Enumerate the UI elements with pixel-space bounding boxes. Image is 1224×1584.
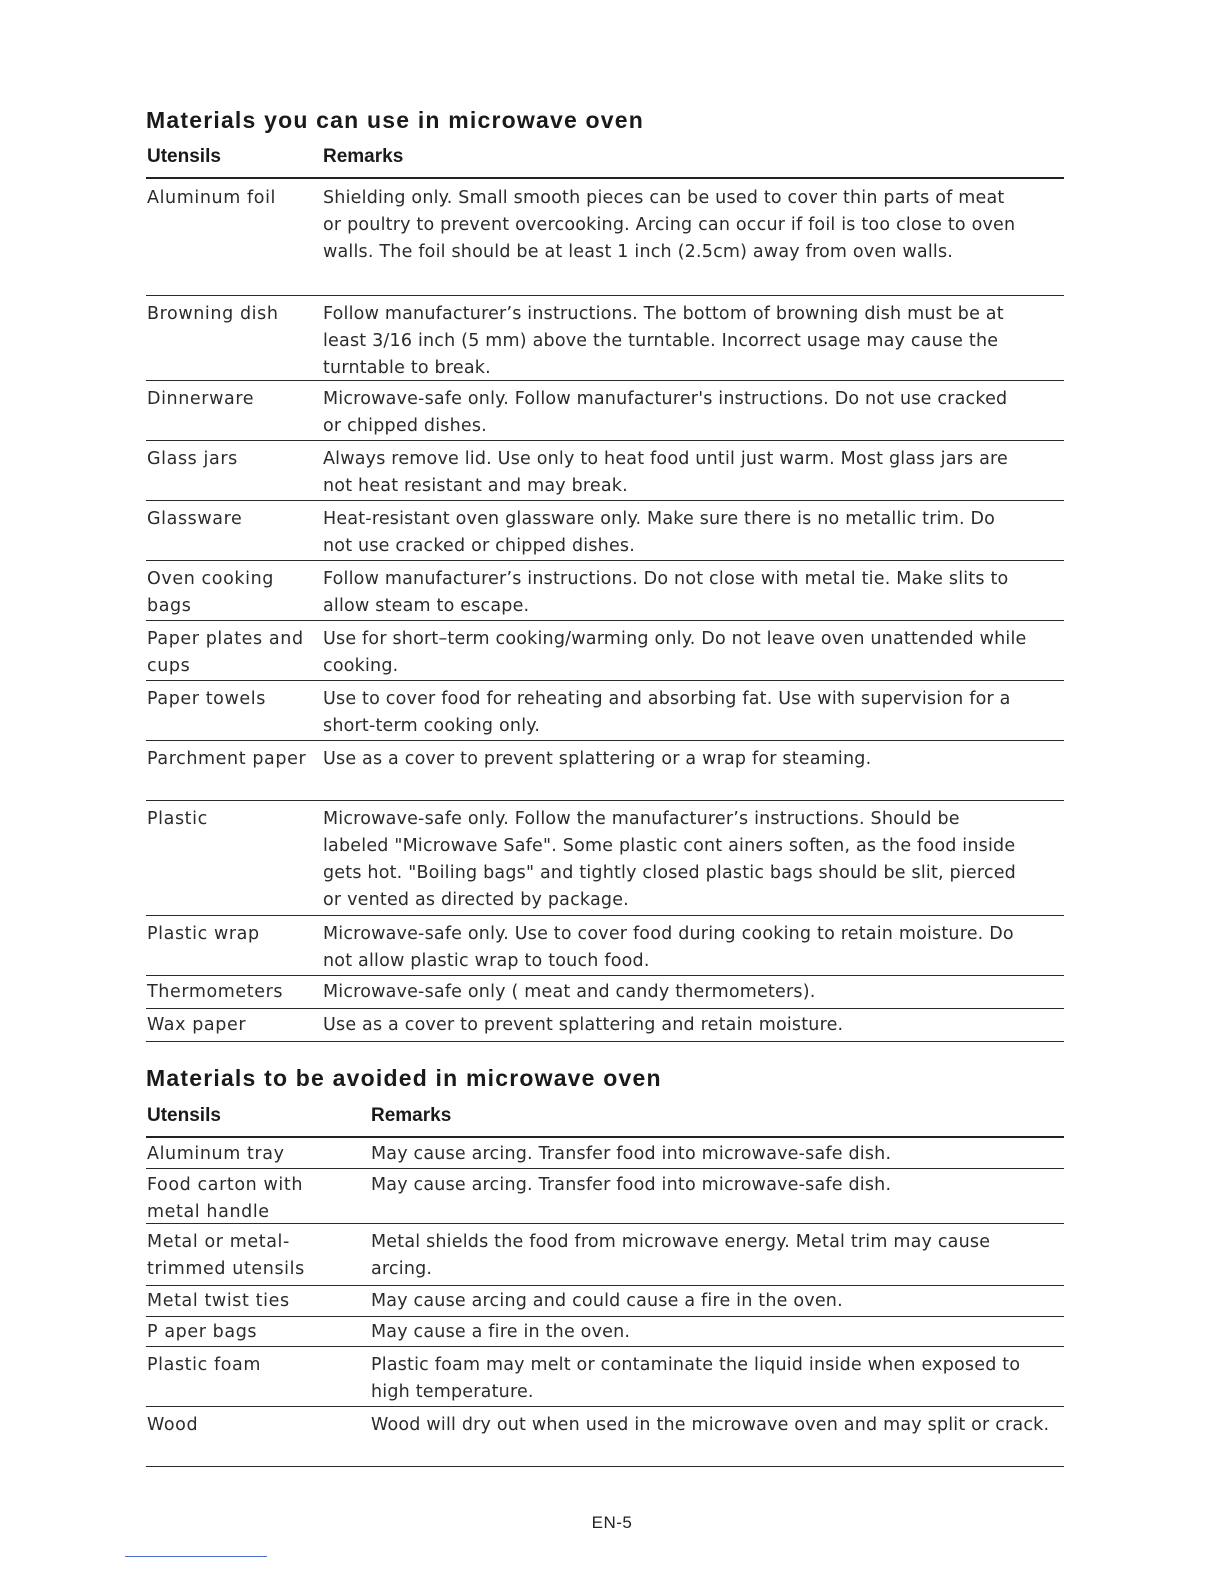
table-row [146, 561, 1064, 621]
utensil-cell: Wax paper [147, 1015, 247, 1035]
remark-cell: Metal shields the food from microwave energy. Metal trim may cause arcing. [371, 1232, 991, 1279]
table-row [146, 916, 1064, 976]
section-title-safe-materials: Materials you can use in microwave oven [146, 107, 645, 133]
column-header-remarks: Remarks [371, 1105, 452, 1126]
utensil-cell: Parchment paper [147, 749, 307, 769]
table-row [146, 681, 1064, 741]
table-row [146, 1224, 1064, 1286]
remark-cell: May cause a fire in the oven. [371, 1322, 631, 1342]
safe-materials-table [146, 180, 1064, 1042]
utensil-cell: Plastic [147, 809, 208, 829]
remark-cell: Use as a cover to prevent splattering or a wrap for steaming. [323, 749, 872, 769]
remark-cell: Heat-resistant oven glassware only. Make sure there is no metallic trim. Do not use cracked or chipped dishes. [323, 509, 996, 556]
utensil-cell: Browning dish [147, 304, 279, 324]
table-row [146, 976, 1064, 1009]
table-row [146, 1347, 1064, 1407]
table-row [146, 180, 1064, 296]
page-number: EN-5 [591, 1513, 633, 1532]
utensil-cell: Metal twist ties [147, 1291, 290, 1311]
table-row [146, 441, 1064, 501]
utensil-cell: P aper bags [147, 1322, 258, 1342]
section-title-avoid-materials: Materials to be avoided in microwave oven [146, 1065, 662, 1091]
remark-cell: Follow manufacturer’s instructions. The bottom of browning dish must be at least 3/16 inch (5 mm) above the turntable. Incorrect usage may cause the turntable to break. [323, 304, 1004, 378]
utensil-cell: Glass jars [147, 449, 238, 469]
utensil-cell: Thermometers [147, 982, 284, 1002]
column-header-remarks: Remarks [323, 146, 404, 167]
utensil-cell: Paper towels [147, 689, 266, 709]
table-row [146, 1317, 1064, 1347]
remark-cell: Use to cover food for reheating and absorbing fat. Use with supervision for a short-term cooking only. [323, 689, 1011, 736]
remark-cell: Wood will dry out when used in the microwave oven and may split or crack. [371, 1415, 1050, 1435]
table-row [146, 501, 1064, 561]
table-row [146, 1286, 1064, 1317]
utensil-cell: Metal or metal-trimmed utensils [147, 1232, 305, 1279]
remark-cell: Microwave-safe only ( meat and candy thermometers). [323, 982, 816, 1002]
utensil-cell: Glassware [147, 509, 243, 529]
utensil-cell: Plastic wrap [147, 924, 260, 944]
header-divider [146, 177, 1064, 179]
remark-cell: May cause arcing. Transfer food into microwave-safe dish. [371, 1175, 892, 1195]
remark-cell: Microwave-safe only. Follow the manufacturer’s instructions. Should be labeled "Microwave Safe". Some plastic cont ainers soften, as the food inside gets hot. "Boiling bags" and tightly closed plastic bags should be slit, pierced or vented as directed by package. [323, 809, 1016, 910]
remark-cell: Microwave-safe only. Follow manufacturer's instructions. Do not use cracked or chipped dishes. [323, 389, 1008, 436]
utensil-cell: Aluminum tray [147, 1144, 285, 1164]
utensil-cell: Plastic foam [147, 1355, 262, 1375]
remark-cell: Use for short–term cooking/warming only. Do not leave oven unattended while cooking. [323, 629, 1027, 676]
remark-cell: Microwave-safe only. Use to cover food during cooking to retain moisture. Do not allow plastic wrap to touch food. [323, 924, 1014, 971]
table-row [146, 381, 1064, 441]
table-row [146, 801, 1064, 916]
utensil-cell: Oven cooking bags [147, 569, 274, 616]
bottom-rule [125, 1556, 267, 1557]
table-row [146, 1407, 1064, 1467]
utensil-cell: Paper plates and cups [147, 629, 304, 676]
table-row [146, 1009, 1064, 1042]
remark-cell: Shielding only. Small smooth pieces can be used to cover thin parts of meat or poultry to prevent overcooking. Arcing can occur if foil is too close to oven walls. The foil should be at least 1 inch (2.5cm) away from oven walls. [323, 188, 1016, 262]
avoid-materials-table [146, 1138, 1064, 1467]
remark-cell: Always remove lid. Use only to heat food until just warm. Most glass jars are not heat resistant and may break. [323, 449, 1009, 496]
remark-cell: May cause arcing. Transfer food into microwave-safe dish. [371, 1144, 892, 1164]
column-header-utensils: Utensils [147, 146, 221, 167]
utensil-cell: Aluminum foil [147, 188, 277, 208]
table-row [146, 621, 1064, 681]
table-row [146, 1169, 1064, 1224]
utensil-cell: Food carton with metal handle [147, 1175, 304, 1222]
remark-cell: May cause arcing and could cause a fire in the oven. [371, 1291, 843, 1311]
table-row [146, 741, 1064, 801]
remark-cell: Plastic foam may melt or contaminate the liquid inside when exposed to high temperature. [371, 1355, 1021, 1402]
table-row [146, 296, 1064, 381]
table-row [146, 1138, 1064, 1169]
column-header-utensils: Utensils [147, 1105, 221, 1126]
remark-cell: Use as a cover to prevent splattering and retain moisture. [323, 1015, 844, 1035]
utensil-cell: Dinnerware [147, 389, 255, 409]
remark-cell: Follow manufacturer’s instructions. Do not close with metal tie. Make slits to allow steam to escape. [323, 569, 1009, 616]
utensil-cell: Wood [147, 1415, 199, 1435]
